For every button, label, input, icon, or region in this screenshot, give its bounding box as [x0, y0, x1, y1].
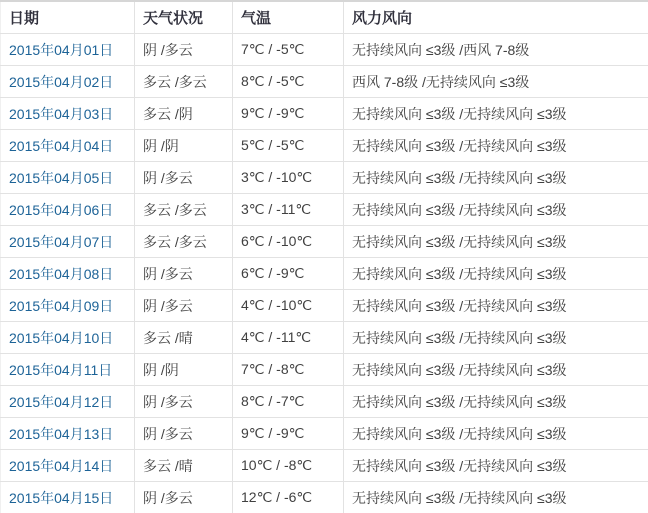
weather-cell: 阴 /多云 — [135, 258, 233, 290]
date-link[interactable]: 2015年04月06日 — [9, 201, 114, 218]
weather-cell: 阴 /多云 — [135, 482, 233, 513]
date-cell — [1, 66, 135, 98]
weather-cell: 多云 /阴 — [135, 98, 233, 130]
date-cell — [1, 226, 135, 258]
temperature-cell: 10℃ / -8℃ — [233, 450, 344, 482]
date-link[interactable]: 2015年04月07日 — [9, 233, 114, 250]
weather-cell: 多云 /多云 — [135, 194, 233, 226]
temperature-cell: 7℃ / -5℃ — [233, 34, 344, 66]
table-row — [1, 66, 648, 98]
temperature-cell: 3℃ / -10℃ — [233, 162, 344, 194]
wind-cell: 无持续风向 ≤3级 /无持续风向 ≤3级 — [344, 386, 648, 418]
weather-cell: 阴 /阴 — [135, 130, 233, 162]
date-cell — [1, 194, 135, 226]
date-cell — [1, 354, 135, 386]
temperature-cell: 4℃ / -11℃ — [233, 322, 344, 354]
table-row — [1, 322, 648, 354]
table-row — [1, 386, 648, 418]
wind-cell: 无持续风向 ≤3级 /无持续风向 ≤3级 — [344, 354, 648, 386]
date-link[interactable]: 2015年04月09日 — [9, 297, 114, 314]
temperature-cell: 3℃ / -11℃ — [233, 194, 344, 226]
date-link[interactable]: 2015年04月14日 — [9, 457, 114, 474]
column-header-temp: 气温 — [233, 1, 344, 34]
temperature-cell: 5℃ / -5℃ — [233, 130, 344, 162]
temperature-cell: 4℃ / -10℃ — [233, 290, 344, 322]
date-link[interactable]: 2015年04月01日 — [9, 41, 114, 58]
date-link[interactable]: 2015年04月10日 — [9, 329, 114, 346]
wind-cell: 西风 7-8级 /无持续风向 ≤3级 — [344, 66, 648, 98]
temperature-cell: 9℃ / -9℃ — [233, 98, 344, 130]
date-cell — [1, 258, 135, 290]
date-cell — [1, 450, 135, 482]
table-row — [1, 450, 648, 482]
table-row — [1, 34, 648, 66]
date-cell — [1, 386, 135, 418]
date-link[interactable]: 2015年04月11日 — [9, 361, 113, 378]
temperature-cell: 8℃ / -7℃ — [233, 386, 344, 418]
weather-cell: 阴 /多云 — [135, 162, 233, 194]
date-cell — [1, 34, 135, 66]
wind-cell: 无持续风向 ≤3级 /无持续风向 ≤3级 — [344, 418, 648, 450]
date-link[interactable]: 2015年04月08日 — [9, 265, 114, 282]
wind-cell: 无持续风向 ≤3级 /无持续风向 ≤3级 — [344, 226, 648, 258]
wind-cell: 无持续风向 ≤3级 /无持续风向 ≤3级 — [344, 130, 648, 162]
table-row — [1, 194, 648, 226]
date-cell — [1, 98, 135, 130]
date-cell — [1, 482, 135, 513]
table-row — [1, 226, 648, 258]
weather-cell: 多云 /晴 — [135, 450, 233, 482]
date-link[interactable]: 2015年04月03日 — [9, 105, 114, 122]
temperature-cell: 6℃ / -9℃ — [233, 258, 344, 290]
table-row — [1, 482, 648, 513]
weather-cell: 多云 /多云 — [135, 66, 233, 98]
temperature-cell: 8℃ / -5℃ — [233, 66, 344, 98]
weather-cell: 多云 /晴 — [135, 322, 233, 354]
column-header-wind: 风力风向 — [344, 1, 648, 34]
date-cell — [1, 130, 135, 162]
date-link[interactable]: 2015年04月05日 — [9, 169, 114, 186]
date-cell — [1, 290, 135, 322]
temperature-cell: 9℃ / -9℃ — [233, 418, 344, 450]
wind-cell: 无持续风向 ≤3级 /无持续风向 ≤3级 — [344, 290, 648, 322]
weather-cell: 阴 /多云 — [135, 290, 233, 322]
wind-cell: 无持续风向 ≤3级 /西风 7-8级 — [344, 34, 648, 66]
table-row — [1, 418, 648, 450]
weather-cell: 阴 /多云 — [135, 386, 233, 418]
table-header-row — [1, 1, 648, 34]
date-link[interactable]: 2015年04月04日 — [9, 137, 114, 154]
weather-cell: 阴 /多云 — [135, 418, 233, 450]
table-row — [1, 98, 648, 130]
weather-cell: 多云 /多云 — [135, 226, 233, 258]
wind-cell: 无持续风向 ≤3级 /无持续风向 ≤3级 — [344, 450, 648, 482]
date-link[interactable]: 2015年04月13日 — [9, 425, 114, 442]
table-row — [1, 258, 648, 290]
temperature-cell: 7℃ / -8℃ — [233, 354, 344, 386]
table-body — [1, 34, 648, 513]
table-row — [1, 290, 648, 322]
wind-cell: 无持续风向 ≤3级 /无持续风向 ≤3级 — [344, 162, 648, 194]
table-row — [1, 130, 648, 162]
date-cell — [1, 418, 135, 450]
table-row — [1, 354, 648, 386]
table-row — [1, 162, 648, 194]
wind-cell: 无持续风向 ≤3级 /无持续风向 ≤3级 — [344, 194, 648, 226]
weather-cell: 阴 /多云 — [135, 34, 233, 66]
temperature-cell: 6℃ / -10℃ — [233, 226, 344, 258]
column-header-weather: 天气状况 — [135, 1, 233, 34]
wind-cell: 无持续风向 ≤3级 /无持续风向 ≤3级 — [344, 98, 648, 130]
date-link[interactable]: 2015年04月15日 — [9, 489, 114, 506]
date-cell — [1, 322, 135, 354]
wind-cell: 无持续风向 ≤3级 /无持续风向 ≤3级 — [344, 258, 648, 290]
wind-cell: 无持续风向 ≤3级 /无持续风向 ≤3级 — [344, 322, 648, 354]
weather-cell: 阴 /阴 — [135, 354, 233, 386]
column-header-date: 日期 — [1, 1, 135, 34]
date-link[interactable]: 2015年04月02日 — [9, 73, 114, 90]
wind-cell: 无持续风向 ≤3级 /无持续风向 ≤3级 — [344, 482, 648, 513]
date-cell — [1, 162, 135, 194]
date-link[interactable]: 2015年04月12日 — [9, 393, 114, 410]
temperature-cell: 12℃ / -6℃ — [233, 482, 344, 513]
